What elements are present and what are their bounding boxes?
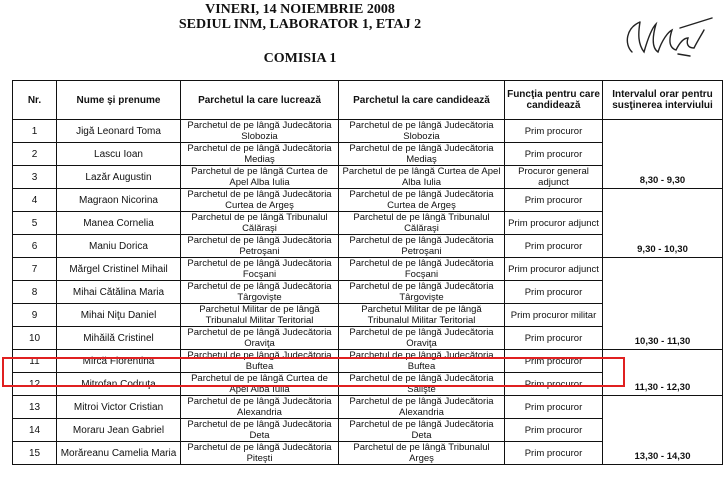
- row-name: Lazăr Augustin: [57, 166, 181, 189]
- row-current-office: Parchetul de pe lângă Judecătoria Târgovişte: [181, 281, 339, 304]
- interview-schedule-table: [12, 80, 723, 465]
- row-target-office: Parchetul de pe lângă Judecătoria Curtea de Argeş: [339, 189, 505, 212]
- interval-cell: 11,30 - 12,30: [603, 350, 723, 396]
- row-target-office: Parchetul de pe lângă Tribunalul Călăraşi: [339, 212, 505, 235]
- row-nr: 11: [13, 350, 57, 373]
- header-target-office: Parchetul la care candidează: [339, 81, 505, 120]
- row-target-office: Parchetul de pe lângă Judecătoria Târgovişte: [339, 281, 505, 304]
- row-nr: 7: [13, 258, 57, 281]
- interval-cell: 8,30 - 9,30: [603, 120, 723, 189]
- row-function: Prim procuror adjunct: [505, 258, 603, 281]
- row-current-office: Parchetul de pe lângă Judecătoria Oraviţa: [181, 327, 339, 350]
- row-function: Prim procuror: [505, 350, 603, 373]
- row-nr: 15: [13, 442, 57, 465]
- row-name: Mărgel Cristinel Mihail: [57, 258, 181, 281]
- table-row: [13, 396, 723, 419]
- row-function: Prim procuror: [505, 419, 603, 442]
- row-nr: 3: [13, 166, 57, 189]
- row-target-office: Parchetul de pe lângă Judecătoria Petroşani: [339, 235, 505, 258]
- row-function: Prim procuror adjunct: [505, 212, 603, 235]
- interval-cell: 9,30 - 10,30: [603, 189, 723, 258]
- interval-cell: 10,30 - 11,30: [603, 258, 723, 350]
- table-row: [13, 189, 723, 212]
- header-name: Nume şi prenume: [57, 81, 181, 120]
- row-nr: 9: [13, 304, 57, 327]
- row-nr: 2: [13, 143, 57, 166]
- row-nr: 1: [13, 120, 57, 143]
- row-nr: 14: [13, 419, 57, 442]
- header-location: SEDIUL INM, LABORATOR 1, ETAJ 2: [178, 17, 422, 32]
- row-function: Prim procuror: [505, 373, 603, 396]
- row-nr: 4: [13, 189, 57, 212]
- row-name: Mihai Niţu Daniel: [57, 304, 181, 327]
- row-function: Prim procuror: [505, 281, 603, 304]
- row-name: Mircă Florentina: [57, 350, 181, 373]
- row-current-office: Parchetul de pe lângă Judecătoria Piteşti: [181, 442, 339, 465]
- header-interval: Intervalul orar pentru susţinerea interviului: [603, 81, 723, 120]
- row-nr: 5: [13, 212, 57, 235]
- row-nr: 13: [13, 396, 57, 419]
- row-function: Prim procuror: [505, 396, 603, 419]
- row-target-office: Parchetul Militar de pe lângă Tribunalul Militar Teritorial: [339, 304, 505, 327]
- row-target-office: Parchetul de pe lângă Curtea de Apel Alba Iulia: [339, 166, 505, 189]
- row-current-office: Parchetul de pe lângă Judecătoria Deta: [181, 419, 339, 442]
- table-row: [13, 120, 723, 143]
- row-function: Prim procuror: [505, 143, 603, 166]
- row-current-office: Parchetul de pe lângă Judecătoria Buftea: [181, 350, 339, 373]
- row-target-office: Parchetul de pe lângă Judecătoria Alexandria: [339, 396, 505, 419]
- header-current-office: Parchetul la care lucrează: [181, 81, 339, 120]
- row-function: Prim procuror: [505, 120, 603, 143]
- row-function: Prim procuror: [505, 235, 603, 258]
- row-name: Mihăilă Cristinel: [57, 327, 181, 350]
- row-target-office: Parchetul de pe lângă Judecătoria Deta: [339, 419, 505, 442]
- interval-cell: 13,30 - 14,30: [603, 396, 723, 465]
- row-name: Maniu Dorica: [57, 235, 181, 258]
- row-name: Moraru Jean Gabriel: [57, 419, 181, 442]
- row-target-office: Parchetul de pe lângă Judecătoria Slobozia: [339, 120, 505, 143]
- row-name: Lascu Ioan: [57, 143, 181, 166]
- row-target-office: Parchetul de pe lângă Judecătoria Focşani: [339, 258, 505, 281]
- highlight-box: [2, 357, 625, 387]
- row-current-office: Parchetul de pe lângă Judecătoria Slobozia: [181, 120, 339, 143]
- row-function: Prim procuror militar: [505, 304, 603, 327]
- table-header-row: [13, 81, 723, 120]
- row-name: Mitroi Victor Cristian: [57, 396, 181, 419]
- row-current-office: Parchetul de pe lângă Judecătoria Petroşani: [181, 235, 339, 258]
- row-target-office: Parchetul de pe lângă Judecătoria Buftea: [339, 350, 505, 373]
- header-date: VINERI, 14 NOIEMBRIE 2008: [205, 2, 395, 17]
- row-name: Jigă Leonard Toma: [57, 120, 181, 143]
- row-current-office: Parchetul de pe lângă Judecătoria Alexandria: [181, 396, 339, 419]
- header-function: Funcţia pentru care candidează: [505, 81, 603, 120]
- row-current-office: Parchetul de pe lângă Curtea de Apel Alba Iulia: [181, 373, 339, 396]
- table-row: [13, 258, 723, 281]
- row-current-office: Parchetul de pe lângă Judecătoria Curtea de Argeş: [181, 189, 339, 212]
- row-function: Prim procuror: [505, 189, 603, 212]
- handwritten-signature: [618, 8, 718, 68]
- row-target-office: Parchetul de pe lângă Judecătoria Oraviţa: [339, 327, 505, 350]
- row-target-office: Parchetul de pe lângă Tribunalul Argeş: [339, 442, 505, 465]
- row-nr: 6: [13, 235, 57, 258]
- row-current-office: Parchetul de pe lângă Judecătoria Focşani: [181, 258, 339, 281]
- row-current-office: Parchetul de pe lângă Curtea de Apel Alba Iulia: [181, 166, 339, 189]
- row-name: Magraon Nicorina: [57, 189, 181, 212]
- commission-title: COMISIA 1: [263, 51, 337, 66]
- row-name: Morăreanu Camelia Maria: [57, 442, 181, 465]
- row-name: Mitrofan Codruţa: [57, 373, 181, 396]
- row-current-office: Parchetul de pe lângă Judecătoria Mediaş: [181, 143, 339, 166]
- row-current-office: Parchetul de pe lângă Tribunalul Călăraşi: [181, 212, 339, 235]
- row-nr: 8: [13, 281, 57, 304]
- row-function: Prim procuror: [505, 442, 603, 465]
- row-nr: 10: [13, 327, 57, 350]
- row-function: Prim procuror: [505, 327, 603, 350]
- row-current-office: Parchetul Militar de pe lângă Tribunalul Militar Teritorial: [181, 304, 339, 327]
- row-name: Manea Cornelia: [57, 212, 181, 235]
- row-function: Procuror general adjunct: [505, 166, 603, 189]
- row-nr: 12: [13, 373, 57, 396]
- row-target-office: Parchetul de pe lângă Judecătoria Mediaş: [339, 143, 505, 166]
- header-nr: Nr.: [13, 81, 57, 120]
- row-name: Mihai Cătălina Maria: [57, 281, 181, 304]
- row-target-office: Parchetul de pe lângă Judecătoria Sălişte: [339, 373, 505, 396]
